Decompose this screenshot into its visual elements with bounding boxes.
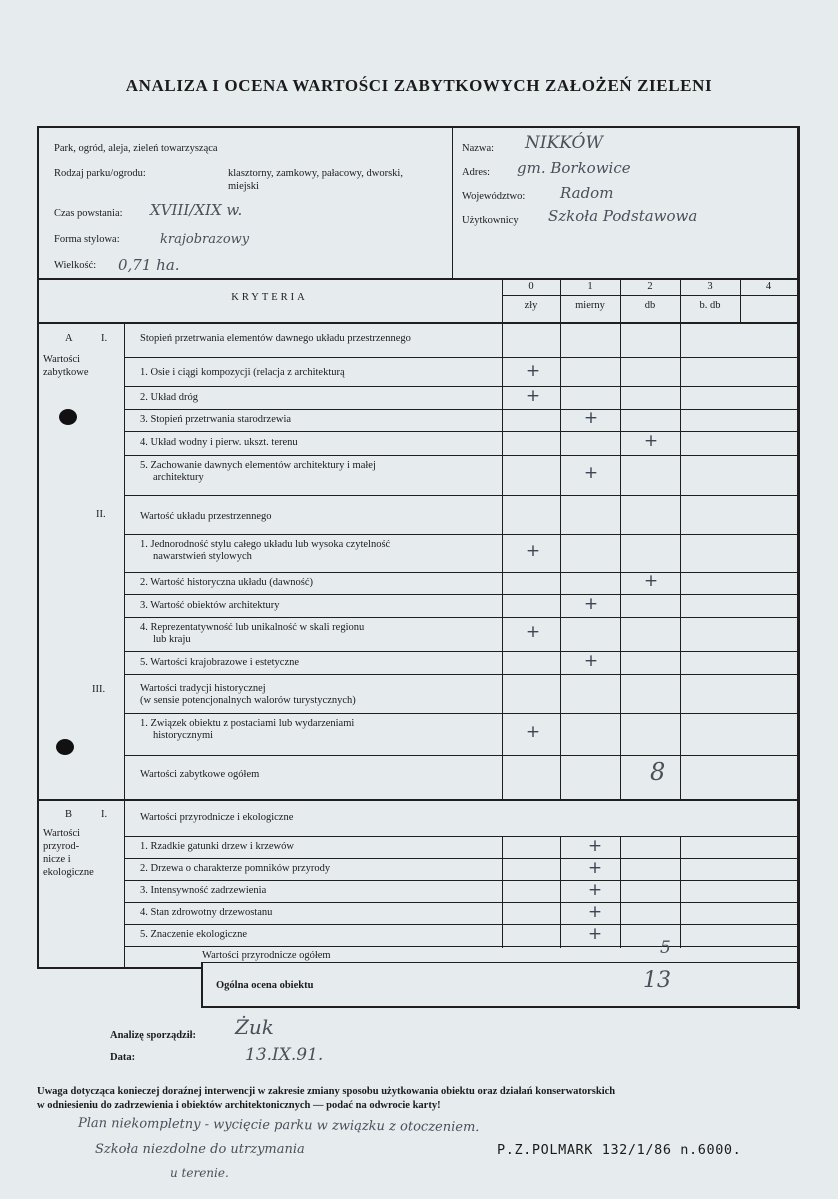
header-box-top xyxy=(37,126,800,128)
rating-col-num: 4 xyxy=(765,281,772,292)
rating-mark: + xyxy=(525,622,541,642)
criterion-row-text: 4. Układ wodny i pierw. ukszt. terenu xyxy=(140,437,298,448)
voivodeship-label: Województwo: xyxy=(462,191,526,202)
name-label: Nazwa: xyxy=(462,143,495,154)
rating-col-num: 2 xyxy=(647,281,653,292)
section-a-divider xyxy=(124,322,125,800)
criterion-row-text: 3. Wartość obiektów architektury xyxy=(140,599,280,611)
col-line-1b xyxy=(560,836,561,948)
row-line xyxy=(124,617,797,618)
row-line xyxy=(124,431,797,432)
park-kind-options-2: miejski xyxy=(228,181,259,192)
b-criterion-row-text: 3. Intensywność zadrzewienia xyxy=(140,885,267,896)
criterion-row-text: 3. Stopień przetrwania starodrzewia xyxy=(140,414,292,425)
voivodeship-value: Radom xyxy=(560,184,614,202)
rating-col-num: 0 xyxy=(528,281,534,292)
criteria-bottom-line xyxy=(37,322,800,324)
rating-mark: + xyxy=(525,722,541,742)
rating-col-label: db xyxy=(644,300,656,311)
group-3-line xyxy=(124,713,797,714)
overall-label: Ogólna ocena obiektu xyxy=(216,980,314,991)
b-row-line xyxy=(124,924,797,925)
b-criterion-row-text: 1. Rzadkie gatunki drzew i krzewów xyxy=(140,841,294,852)
group-3-top xyxy=(124,674,797,675)
address-label: Adres: xyxy=(462,167,490,178)
b-criterion-row-text: 5. Znaczenie ekologiczne xyxy=(140,929,247,940)
date-label: Data: xyxy=(110,1052,136,1063)
users-label: Użytkownicy xyxy=(462,215,519,226)
rating-mark: + xyxy=(583,463,599,483)
rating-col-num: 3 xyxy=(707,281,713,292)
group-2-title: Wartość układu przestrzennego xyxy=(140,511,272,522)
row-line xyxy=(124,455,797,456)
criteria-header: KRYTERIA xyxy=(231,292,308,303)
overall-value: 13 xyxy=(643,968,671,993)
section-b-top xyxy=(37,799,800,801)
rating-mark: + xyxy=(643,570,659,591)
form-left-border xyxy=(37,126,39,969)
overall-bottom-line xyxy=(201,1006,800,1008)
time-value: XVIII/XIX w. xyxy=(150,201,243,219)
section-b-name-3: nicze i xyxy=(43,854,71,865)
time-label: Czas powstania: xyxy=(54,208,123,219)
row-line xyxy=(124,572,797,573)
b-total-value: 5 xyxy=(660,938,671,958)
print-code: P.Z.POLMARK 132/1/86 n.6000. xyxy=(497,1142,742,1158)
section-b-roman: I. xyxy=(101,809,108,820)
criterion-row-text: 1. Osie i ciągi kompozycji (relacja z architekturą xyxy=(140,367,345,378)
rating-mark: + xyxy=(525,361,541,381)
section-a-name: Wartości zabytkowe xyxy=(43,354,89,378)
a-total-top xyxy=(124,755,797,756)
date-value: 13.IX.91. xyxy=(245,1045,324,1065)
rating-col-label: b. db xyxy=(699,300,721,311)
rating-mark: + xyxy=(583,593,599,614)
criterion-row-text-2: architektury xyxy=(153,472,204,483)
form-right-border xyxy=(797,126,800,1009)
users-value: Szkoła Podstawowa xyxy=(548,207,698,225)
b-rating-mark: + xyxy=(587,924,603,944)
rating-mark: + xyxy=(525,541,541,561)
row-line xyxy=(124,386,797,387)
b-rating-mark: + xyxy=(587,858,603,878)
punch-hole-top xyxy=(59,409,77,425)
criterion-row-text: 1. Jednorodność stylu całego układu lub wysoka czytelność xyxy=(140,539,391,550)
criterion-row-text-2: historycznymi xyxy=(153,730,214,741)
style-value: krajobrazowy xyxy=(160,232,250,247)
address-value: gm. Borkowice xyxy=(517,159,631,177)
col-line-3b xyxy=(680,836,681,948)
section-a-letter: A xyxy=(65,333,73,344)
analysis-by-label: Analizę sporządził: xyxy=(110,1030,197,1041)
park-kind-options: klasztorny, zamkowy, pałacowy, dworski, xyxy=(228,168,403,179)
handwritten-note-1: Plan niekompletny - wycięcie parku w związku z otoczeniem. xyxy=(77,1115,480,1136)
criteria-top-line xyxy=(37,278,800,280)
size-label: Wielkość: xyxy=(54,260,97,271)
group-2-roman: II. xyxy=(96,509,106,520)
criterion-row-text: 4. Reprezentatywność lub unikalność w skali regionu xyxy=(140,622,365,633)
row-line xyxy=(124,409,797,410)
criterion-row-text: 2. Wartość historyczna układu (dawność) xyxy=(140,576,314,588)
b-total-label: Wartości przyrodnicze ogółem xyxy=(202,950,331,961)
page-title: ANALIZA I OCENA WARTOŚCI ZABYTKOWYCH ZAŁOŻEŃ ZIELENI xyxy=(125,76,713,95)
handwritten-note-2: Szkoła niezdolne do utrzymania xyxy=(95,1142,305,1157)
style-label: Forma stylowa: xyxy=(54,234,120,245)
criterion-row-text: 5. Zachowanie dawnych elementów architektury i małej xyxy=(140,460,376,471)
analysis-by-value: Żuk xyxy=(235,1015,274,1039)
b-group-title: Wartości przyrodnicze i ekologiczne xyxy=(140,812,294,823)
punch-hole-bottom xyxy=(56,739,74,755)
size-value: 0,71 ha. xyxy=(118,256,180,274)
row-line xyxy=(124,651,797,652)
warning-line-1: Uwaga dotycząca konieczej doraźnej interwencji w zakresie zmiany sposobu użytkowania obiektu oraz działań konserwatorskich xyxy=(37,1086,616,1097)
header-divider xyxy=(452,126,453,278)
row-line xyxy=(124,594,797,595)
park-type-text: Park, ogród, aleja, zieleń towarzysząca xyxy=(54,143,218,154)
section-b-name-1: Wartości xyxy=(43,828,81,839)
rating-mark: + xyxy=(583,650,599,671)
section-b-name-4: ekologiczne xyxy=(43,867,94,878)
rating-mark: + xyxy=(583,408,599,428)
header-mid-line xyxy=(502,295,800,296)
warning-line-2: w odniesieniu do zadrzewienia i obiektów architektonicznych — podać na odwrocie karty! xyxy=(37,1100,441,1111)
criterion-row-text-2: lub kraju xyxy=(153,634,191,645)
overall-top-line xyxy=(201,962,799,963)
col-line-0b xyxy=(502,836,503,948)
rating-col-num: 1 xyxy=(587,281,593,292)
b-criterion-row-text: 2. Drzewa o charakterze pomników przyrody xyxy=(140,863,331,874)
section-b-name-2: przyrod- xyxy=(43,841,80,852)
rating-col-label: mierny xyxy=(575,300,605,311)
b-rating-mark: + xyxy=(587,902,603,922)
rating-mark: + xyxy=(525,385,541,406)
section-b-letter: B xyxy=(65,809,73,820)
criterion-row-text: 2. Układ dróg xyxy=(140,391,199,403)
group-1-title: Stopień przetrwania elementów dawnego układu przestrzennego xyxy=(140,333,411,344)
rating-col-label: zły xyxy=(524,300,538,311)
a-total-label: Wartości zabytkowe ogółem xyxy=(140,769,260,780)
group-2-top xyxy=(124,495,797,496)
section-b-divider xyxy=(124,800,125,969)
group-3-title-2: (w sensie potencjonalnych walorów turystycznych) xyxy=(140,695,356,706)
b-row-line xyxy=(124,858,797,859)
rating-mark: + xyxy=(643,431,659,451)
form-left-bottom xyxy=(37,967,202,969)
b-total-top xyxy=(124,946,797,947)
group-3-title-1: Wartości tradycji historycznej xyxy=(140,683,266,694)
group-3-roman: III. xyxy=(92,684,106,695)
b-row-line xyxy=(124,902,797,903)
criterion-row-text: 5. Wartości krajobrazowe i estetyczne xyxy=(140,656,300,668)
handwritten-note-3: u terenie. xyxy=(170,1166,229,1180)
b-rating-mark: + xyxy=(587,880,603,900)
park-kind-label: Rodzaj parku/ogrodu: xyxy=(54,168,146,179)
group-2-line xyxy=(124,534,797,535)
b-criterion-row-text: 4. Stan zdrowotny drzewostanu xyxy=(140,907,273,918)
b-rating-mark: + xyxy=(587,836,603,856)
criterion-row-text: 1. Związek obiektu z postaciami lub wydarzeniami xyxy=(140,718,355,729)
col-line-4 xyxy=(740,278,741,322)
name-value: NIKKÓW xyxy=(525,133,603,153)
group-1-line xyxy=(124,357,797,358)
overall-left-border xyxy=(201,962,203,1008)
b-group-line xyxy=(124,836,797,837)
a-total-value: 8 xyxy=(650,758,666,786)
section-a-roman: I. xyxy=(101,333,108,344)
criterion-row-text-2: nawarstwień stylowych xyxy=(153,551,252,562)
b-row-line xyxy=(124,880,797,881)
